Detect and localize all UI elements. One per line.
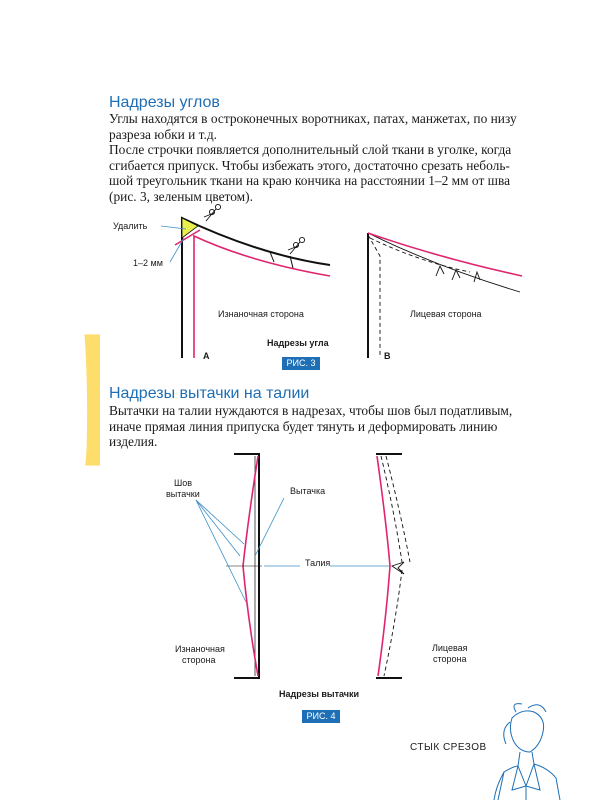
text-line: шой треугольник ткани на краю кончика на расстоянии 1–2 мм от шва (109, 173, 511, 188)
label-waist: Талия (305, 558, 331, 568)
figure-caption: Надрезы вытачки (279, 689, 360, 699)
label-b: B (384, 351, 391, 361)
figure-3-badge: РИС. 3 (282, 357, 320, 370)
text-line: разреза юбки и т.д. (109, 126, 218, 142)
label-a: A (203, 351, 210, 361)
text-line: Вытачки на талии нуждаются в надрезах, чтобы шов был податливым, (109, 403, 513, 418)
figure-4-badge: РИС. 4 (302, 710, 340, 723)
label-mm: 1–2 мм (133, 258, 163, 268)
label-seam-line2: вытачки (166, 489, 200, 499)
text-line: Углы находятся в остроконечных воротниках, патах, манжетах, по низу (109, 111, 517, 126)
label-right-side: Лицевая сторона (410, 309, 482, 319)
label-seam-line1: Шов (174, 478, 193, 488)
text-line: сгибается припуск. Чтобы избежать этого, достаточно срезать неболь- (109, 157, 510, 173)
text-line: После строчки появляется дополнительный слой ткани в уголке, когда (109, 142, 512, 157)
label-wrong-line2: сторона (182, 655, 216, 665)
page-number: 31 (552, 396, 577, 418)
footer-running-title: СТЫК СРЕЗОВ (410, 742, 487, 753)
text-line: иначе прямая линия припуска будет тянуть и деформировать линию (109, 418, 498, 434)
label-right-line2: сторона (433, 654, 467, 664)
text-line: (рис. 3, зеленым цветом). (109, 188, 253, 204)
label-right-line1: Лицевая (432, 643, 468, 653)
label-dart: Вытачка (290, 486, 326, 496)
label-wrong-side: Изнаночная сторона (218, 309, 304, 319)
label-wrong-line1: Изнаночная (175, 644, 225, 654)
label-remove: Удалить (113, 221, 148, 231)
section-heading-darts: Надрезы вытачки на талии (109, 385, 310, 402)
figure-caption: Надрезы угла (267, 338, 329, 348)
text-line: изделия. (109, 434, 158, 449)
section-heading-corners: Надрезы углов (109, 94, 220, 111)
